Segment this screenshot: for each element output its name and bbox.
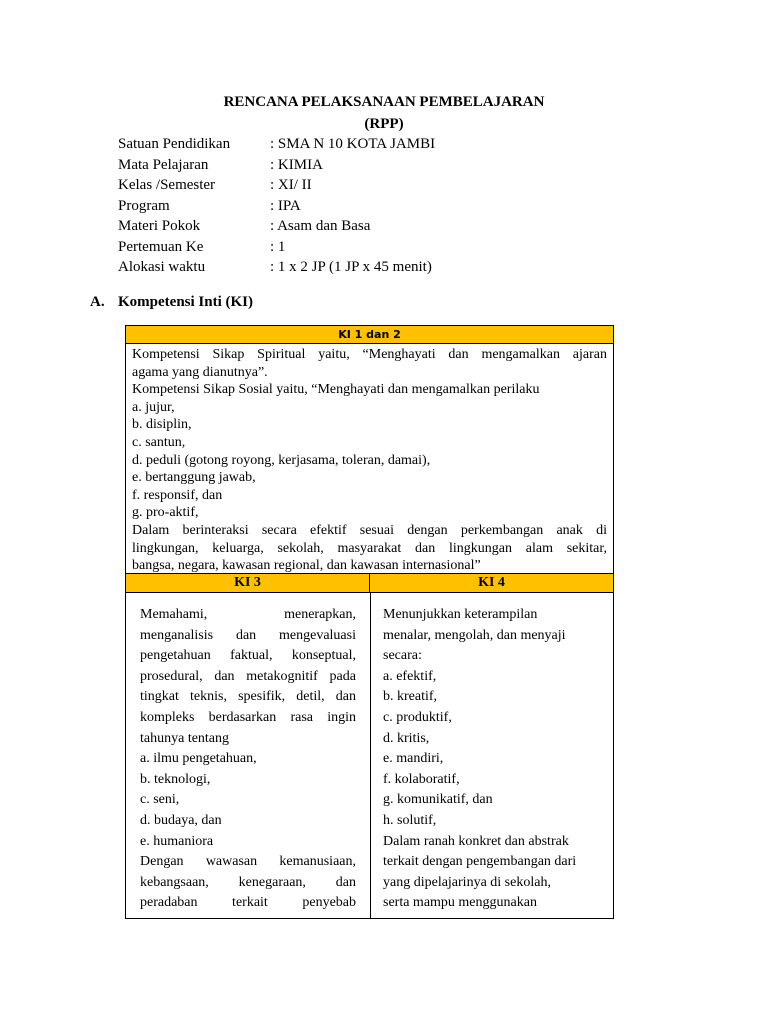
ki12-line: b. disiplin, <box>132 417 192 433</box>
section-heading <box>90 294 253 311</box>
ki3-line: c. seni, <box>140 792 180 808</box>
ki4-line: serta mampu menggunakan <box>383 895 537 911</box>
ki4-line: a. efektif, <box>383 668 437 684</box>
meta-row <box>118 134 435 155</box>
meta-value: : SMA N 10 KOTA JAMBI <box>270 136 436 152</box>
ki4-line: terkait dengan pengembangan dari <box>383 854 577 870</box>
ki12-line: f. responsif, dan <box>132 487 223 503</box>
ki12-line: Dalam berinteraksi secara efektif sesuai dengan perkembangan anak di <box>132 522 607 538</box>
ki3-line: a. ilmu pengetahuan, <box>140 751 257 767</box>
ki3-line: pengetahuan faktual, konseptual, <box>140 648 356 664</box>
meta-label: Pertemuan Ke <box>118 238 204 255</box>
meta-label: Alokasi waktu <box>118 259 206 275</box>
meta-value: : KIMIA <box>270 156 323 173</box>
ki3-line: kebangsaan, kenegaraan, dan <box>140 874 356 890</box>
meta-row <box>118 237 435 258</box>
meta-label: Kelas /Semester <box>118 177 216 193</box>
meta-label: Satuan Pendidikan <box>118 136 231 152</box>
ki4-line: g. komunikatif, dan <box>383 792 493 808</box>
meta-row <box>118 216 435 237</box>
ki4-line: d. kritis, <box>383 730 430 746</box>
ki4-line: c. produktif, <box>383 709 452 725</box>
ki4-line: f. kolaboratif, <box>383 771 460 787</box>
meta-row <box>118 175 435 196</box>
ki4-line: secara: <box>383 648 422 664</box>
document-subtitle: (RPP) <box>364 116 404 132</box>
ki-table <box>125 325 614 919</box>
ki34-header-row <box>126 574 613 593</box>
ki12-line: a. jujur, <box>132 399 175 415</box>
ki12-line: Kompetensi Sikap Sosial yaitu, “Menghayati dan mengamalkan perilaku <box>132 382 540 398</box>
ki3-line: Memahami, menerapkan, <box>140 607 356 622</box>
ki12-line: d. peduli (gotong royong, kerjasama, toleran, damai), <box>132 452 431 468</box>
ki12-line: c. santun, <box>132 434 186 450</box>
meta-value: : IPA <box>270 197 301 214</box>
ki3-line: menganalisis dan mengevaluasi <box>140 627 356 643</box>
meta-label: Materi Pokok <box>118 218 201 234</box>
ki12-line: Kompetensi Sikap Spiritual yaitu, “Menghayati dan mengamalkan ajaran <box>132 347 607 362</box>
ki3-line: tingkat teknis, spesifik, detil, dan <box>140 689 356 705</box>
ki12-body <box>126 344 613 574</box>
meta-row <box>118 155 435 176</box>
meta-row <box>118 196 435 217</box>
meta-label: Mata Pelajaran <box>118 156 209 173</box>
ki3-header: KI 3 <box>126 574 370 592</box>
ki12-line: g. pro-aktif, <box>132 505 199 521</box>
ki34-body <box>126 593 613 918</box>
ki12-line: e. bertanggung jawab, <box>132 470 256 486</box>
ki4-line: menalar, mengolah, dan menyaji <box>383 627 566 643</box>
ki4-line: h. solutif, <box>383 812 437 828</box>
meta-table <box>118 134 435 278</box>
section-title: Kompetensi Inti (KI) <box>118 294 253 310</box>
ki4-line: b. kreatif, <box>383 689 438 705</box>
ki4-body <box>371 593 613 918</box>
ki3-line: Dengan wawasan kemanusiaan, <box>140 854 356 870</box>
meta-label: Program <box>118 197 170 214</box>
ki12-header: KI 1 dan 2 <box>126 326 613 344</box>
meta-row <box>118 257 435 278</box>
ki3-line: e. humaniora <box>140 833 214 849</box>
ki3-line: tahunya tentang <box>140 730 230 746</box>
ki4-header: KI 4 <box>370 574 613 592</box>
meta-value: : Asam dan Basa <box>270 218 371 234</box>
ki4-line: Dalam ranah konkret dan abstrak <box>383 833 569 849</box>
meta-value: : 1 <box>270 238 286 255</box>
ki3-line: prosedural, dan metakognitif pada <box>140 668 356 684</box>
document-title: RENCANA PELAKSANAAN PEMBELAJARAN <box>223 94 545 110</box>
ki3-line: kompleks berdasarkan rasa ingin <box>140 709 356 725</box>
ki3-line: d. budaya, dan <box>140 812 222 828</box>
meta-value: : 1 x 2 JP (1 JP x 45 menit) <box>270 259 432 275</box>
ki3-line: b. teknologi, <box>140 771 211 787</box>
ki4-line: Menunjukkan keterampilan <box>383 607 538 622</box>
meta-value: : XI/ II <box>270 177 312 193</box>
ki4-line: e. mandiri, <box>383 751 444 767</box>
ki3-body <box>126 593 371 918</box>
ki12-line: bangsa, negara, kawasan regional, dan kawasan internasional” <box>132 558 481 574</box>
ki12-line: agama yang dianutnya”. <box>132 364 268 380</box>
ki3-line: peradaban terkait penyebab <box>140 895 356 911</box>
section-number: A. <box>90 294 105 310</box>
ki12-line: lingkungan, keluarga, sekolah, masyarakat dan lingkungan alam sekitar, <box>132 540 607 556</box>
ki4-line: yang dipelajarinya di sekolah, <box>383 874 551 890</box>
